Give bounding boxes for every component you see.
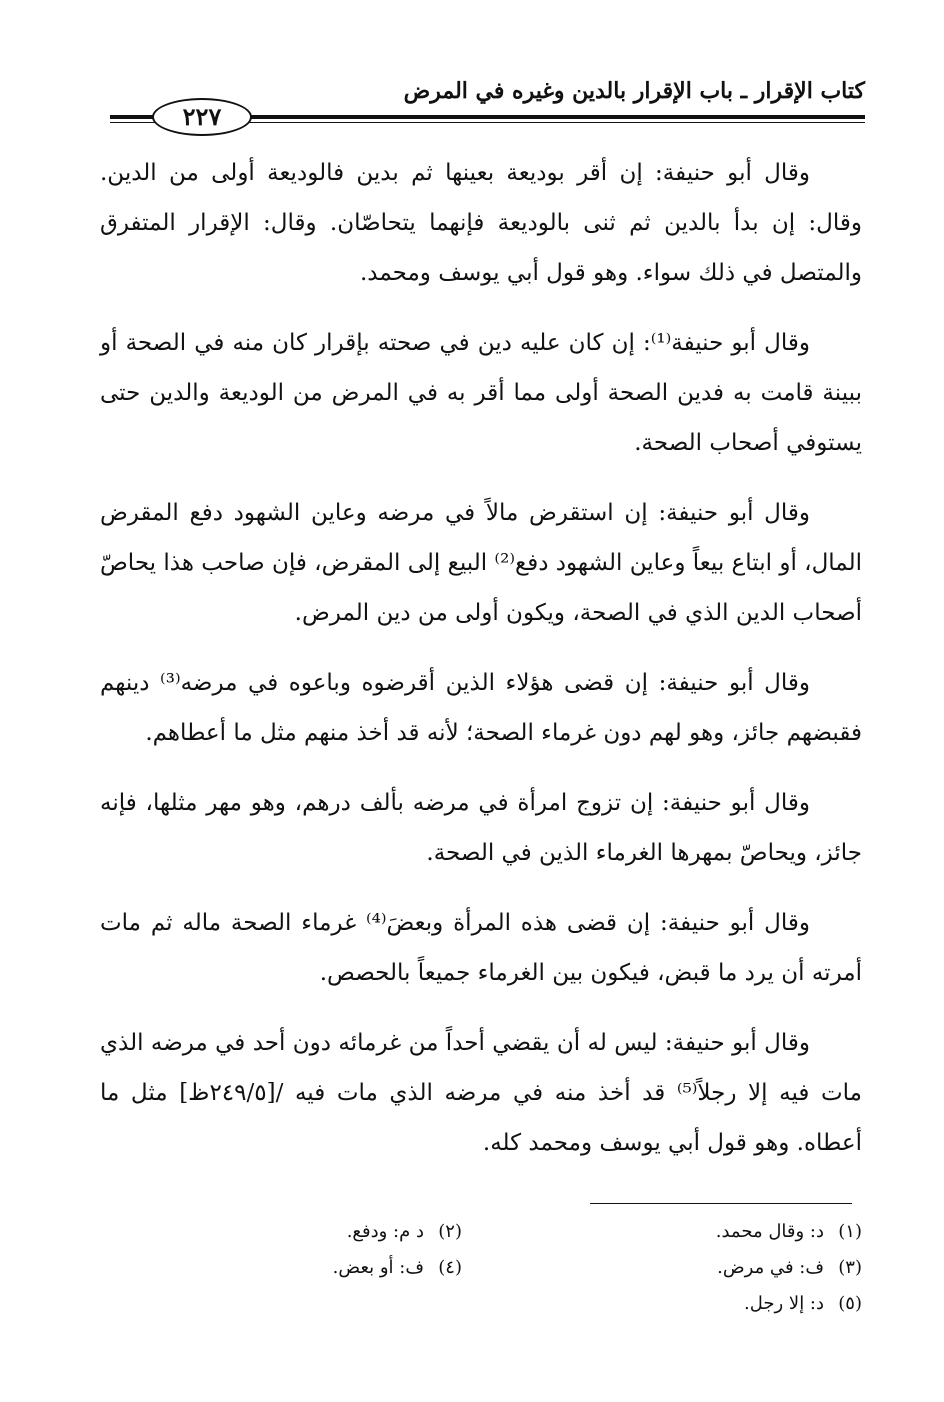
paragraph: وقال أبو حنيفة: ليس له أن يقضي أحداً من غرمائه دون أحد في مرضه الذي مات فيه إلا رجلاً⁽⁵⁾ قد أخذ منه في مرضه الذي مات فيه /[٢٤٩/٥ظ] مثل ما أعطاه. وهو قول أبي يوسف ومحمد كله. <box>100 1030 863 1156</box>
footnote-number: (٣) <box>838 1257 862 1278</box>
footnote-number: (٢) <box>438 1221 462 1242</box>
footnote <box>532 1250 862 1286</box>
footnote-text: ف: في مرض. <box>717 1257 824 1278</box>
paragraph: وقال أبو حنيفة⁽¹⁾: إن كان عليه دين في صحته بإقرار كان منه في الصحة أو ببينة قامت به فدين الصحة أولى مما أقر به في المرض من الوديعة والدين حتى يستوفي أصحاب الصحة. <box>100 330 862 456</box>
footnote-text: د م: ودفع. <box>346 1221 424 1242</box>
running-header <box>110 78 865 131</box>
paragraph: وقال أبو حنيفة: إن قضى هذه المرأة وبعضَ⁽⁴⁾ غرماء الصحة ماله ثم مات أمرته أن يرد ما قبض، فيكون بين الغرماء جميعاً بالحصص. <box>100 910 862 986</box>
footnote-text: ف: أو بعض. <box>332 1257 424 1278</box>
paragraph: وقال أبو حنيفة: إن استقرض مالاً في مرضه وعاين الشهود دفع المقرض المال، أو ابتاع بيعاً وعاين الشهود دفع⁽²⁾ البيع إلى المقرض، فإن صاحب هذا يحاصّ أصحاب الدين الذي في الصحة، ويكون أولى من دين المرض. <box>100 500 862 626</box>
footnote <box>132 1250 462 1286</box>
paragraph: وقال أبو حنيفة: إن تزوج امرأة في مرضه بألف درهم، وهو مهر مثلها، فإنه جائز، ويحاصّ بمهرها الغرماء الذين في الصحة. <box>100 790 862 866</box>
footnote-divider <box>590 1203 852 1204</box>
footnote-number: (٥) <box>838 1293 862 1314</box>
footnote <box>532 1214 862 1250</box>
page-number: ٢٢٧ <box>152 98 252 136</box>
footnote <box>132 1214 462 1250</box>
footnote-number: (٤) <box>438 1257 462 1278</box>
footnotes-left-column <box>132 1214 462 1286</box>
header-title: كتاب الإقرار ـ باب الإقرار بالدين وغيره في المرض <box>403 78 865 104</box>
footnote-number: (١) <box>838 1221 862 1242</box>
footnotes-right-column <box>532 1214 862 1322</box>
footnote-text: د: إلا رجل. <box>744 1293 824 1314</box>
paragraph: وقال أبو حنيفة: إن أقر بوديعة بعينها ثم بدين فالوديعة أولى من الدين. وقال: إن بدأ بالدين ثم ثنى بالوديعة فإنهما يتحاصّان. وقال: الإقرار المتفرق والمتصل في ذلك سواء. وهو قول أبي يوسف ومحمد. <box>100 160 862 286</box>
main-text <box>100 148 862 1188</box>
footnote <box>532 1286 862 1322</box>
footnote-text: د: وقال محمد. <box>715 1221 824 1242</box>
paragraph: وقال أبو حنيفة: إن قضى هؤلاء الذين أقرضوه وباعوه في مرضه⁽³⁾ دينهم فقبضهم جائز، وهو لهم دون غرماء الصحة؛ لأنه قد أخذ منهم مثل ما أعطاهم. <box>100 670 862 746</box>
